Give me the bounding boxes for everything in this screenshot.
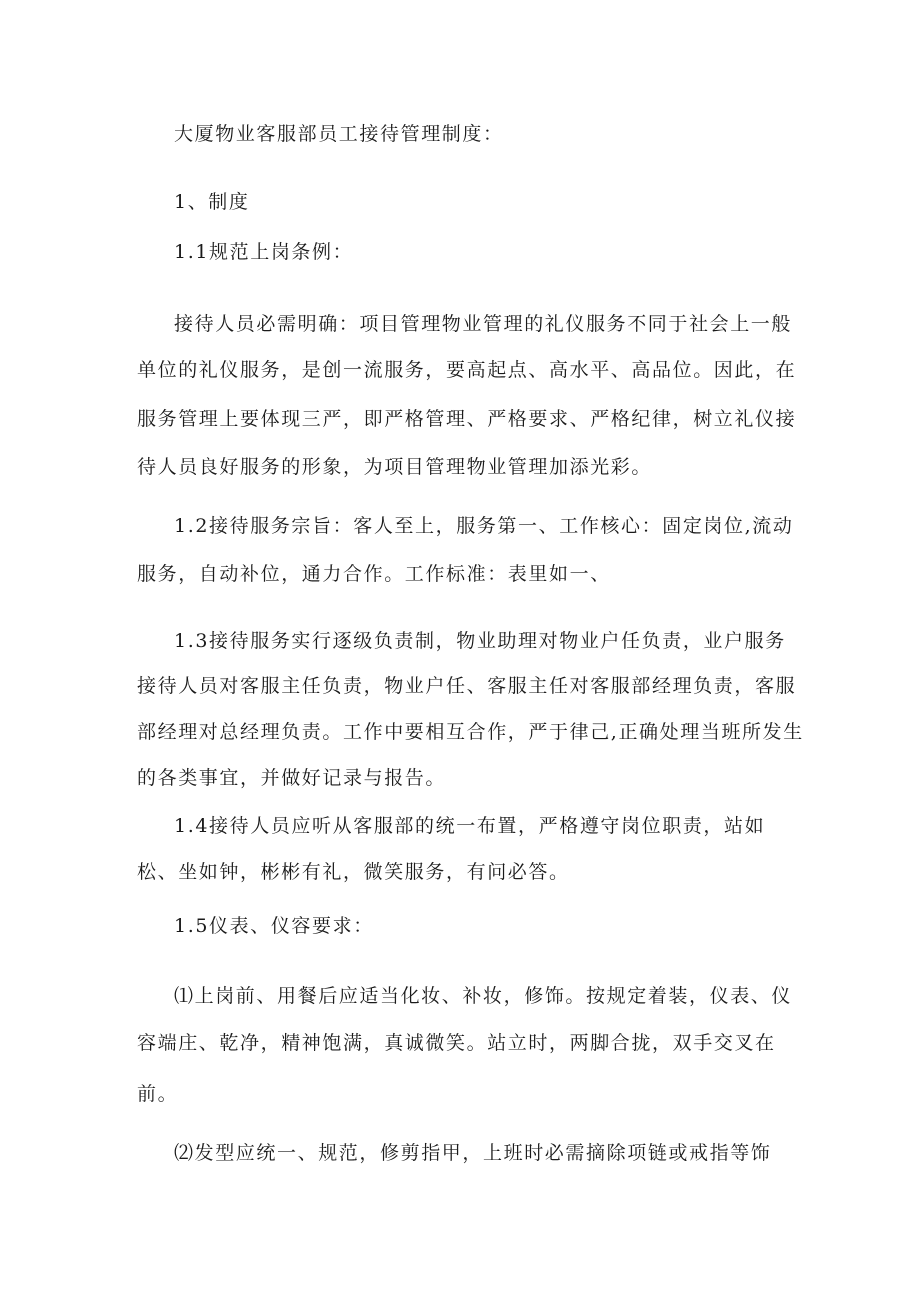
- paragraph-line: 1.2接待服务宗旨：客人至上，服务第一、工作核心：固定岗位,流动: [174, 515, 794, 537]
- paragraph-line: 单位的礼仪服务，是创一流服务，要高起点、高水平、高品位。因此，在: [137, 359, 797, 381]
- list-item-line: 前。: [137, 1083, 179, 1105]
- paragraph-line: 1.3接待服务实行逐级负责制，物业助理对物业户任负责，业户服务: [174, 630, 786, 652]
- paragraph-line: 服务，自动补位，通力合作。工作标准：表里如一、: [137, 563, 611, 585]
- paragraph-line: 的各类事宜，并做好记录与报告。: [137, 767, 447, 789]
- paragraph-line: 松、坐如钟，彬彬有礼，微笑服务，有问必答。: [137, 861, 570, 883]
- document-title: 大厦物业客服部员工接待管理制度：: [174, 123, 504, 145]
- paragraph-line: 待人员良好服务的形象，为项目管理物业管理加添光彩。: [137, 456, 653, 478]
- subsection-heading-1-1: 1.1规范上岗条例：: [174, 241, 354, 263]
- subsection-heading-1-5: 1.5仪表、仪容要求：: [174, 915, 374, 937]
- paragraph-line: 接待人员对客服主任负责，物业户任、客服主任对客服部经理负责，客服: [137, 675, 797, 697]
- list-item-line: 容端庄、乾净，精神饱满，真诚微笑。站立时，两脚合拢，双手交叉在: [137, 1032, 776, 1054]
- list-item-line: ⑵发型应统一、规范，修剪指甲，上班时必需摘除项链或戒指等饰: [174, 1142, 772, 1164]
- list-item-line: ⑴上岗前、用餐后应适当化妆、补妆，修饰。按规定着装，仪表、仪: [174, 985, 793, 1007]
- paragraph-line: 部经理对总经理负责。工作中要相互合作，严于律己,正确处理当班所发生: [137, 721, 804, 743]
- section-heading-1: 1、制度: [174, 191, 250, 213]
- paragraph-line: 服务管理上要体现三严，即严格管理、严格要求、严格纪律，树立礼仪接: [137, 408, 797, 430]
- paragraph-line: 1.4接待人员应听从客服部的统一布置，严格遵守岗位职责，站如: [174, 815, 766, 837]
- paragraph-line: 接待人员必需明确：项目管理物业管理的礼仪服务不同于社会上一般: [174, 313, 793, 335]
